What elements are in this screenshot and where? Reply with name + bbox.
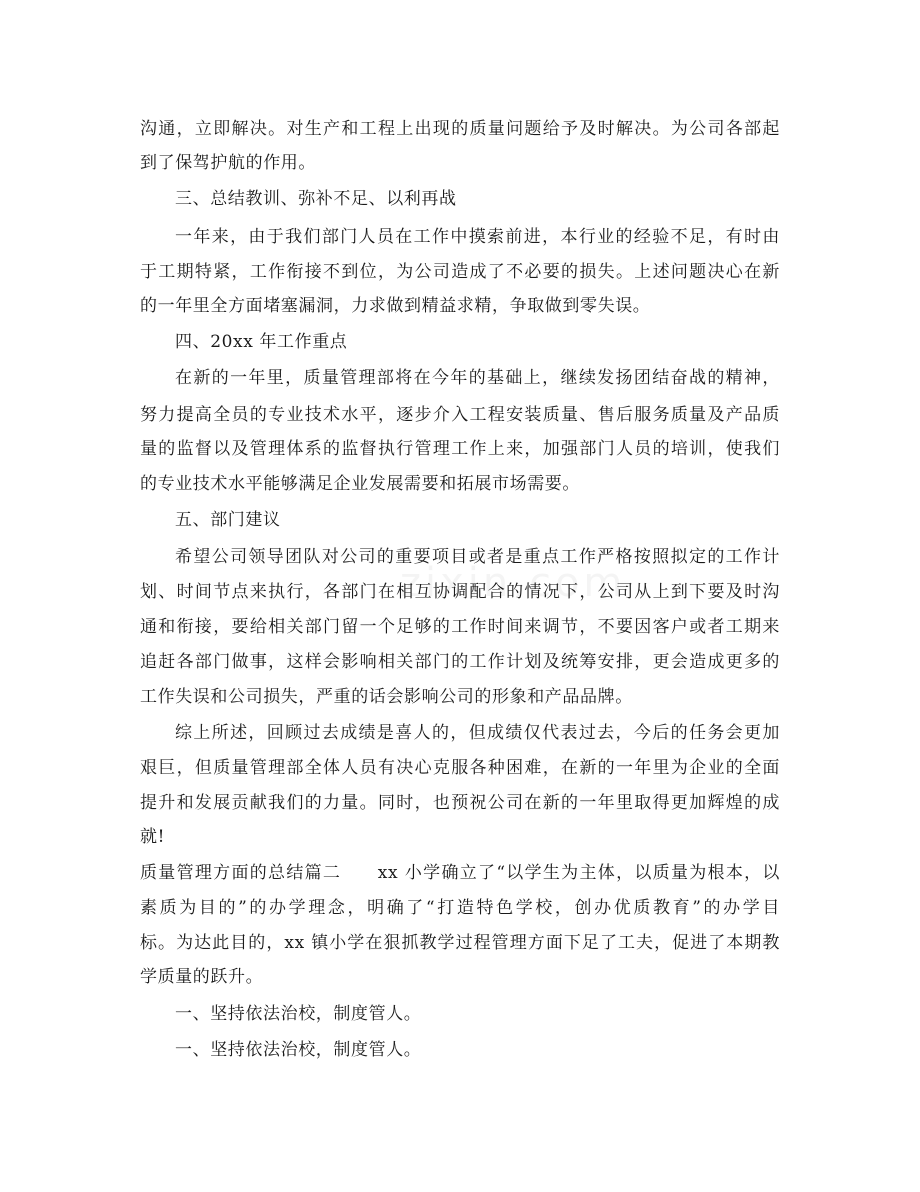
paragraph-line: 沟通，立即解决。对生产和工程上出现的质量问题给予及时解决。为公司各部起: [140, 119, 780, 139]
section-heading: 五、部门建议: [175, 510, 281, 530]
paragraph-line: 艰巨，但质量管理部全体人员有决心克服各种困难，在新的一年里为企业的全面: [140, 758, 780, 778]
paragraph-line: 素质为目的”的办学理念，明确了“打造特色学校，创办优质教育”的办学目: [140, 898, 780, 918]
paragraph-line: 综上所述，回顾过去成绩是喜人的，但成绩仅代表过去，今后的任务会更加: [175, 723, 780, 743]
paragraph-line: 一年来，由于我们部门人员在工作中摸索前进，本行业的经验不足，有时由: [175, 227, 780, 247]
paragraph-line: 的专业技术水平能够满足企业发展需要和拓展市场需要。: [140, 474, 580, 494]
paragraph-line: 希望公司领导团队对公司的重要项目或者是重点工作严格按照拟定的工作计: [175, 547, 780, 567]
paragraph-line: 质量管理方面的总结篇二 xx 小学确立了“以学生为主体，以质量为根本，以: [140, 863, 780, 883]
paragraph-line: 提升和发展贡献我们的力量。同时，也预祝公司在新的一年里取得更加辉煌的成: [140, 793, 780, 813]
paragraph-line: 努力提高全员的专业技术水平，逐步介入工程安装质量、售后服务质量及产品质: [140, 405, 780, 425]
paragraph-line: 于工期特紧，工作衔接不到位，为公司造成了不必要的损失。上述问题决心在新: [140, 262, 780, 282]
paragraph-line: 追赶各部门做事，这样会影响相关部门的工作计划及统筹安排，更会造成更多的: [140, 652, 780, 672]
paragraph-line: 就!: [140, 827, 166, 847]
paragraph-line: 标。为达此目的，xx 镇小学在狠抓教学过程管理方面下足了工夫，促进了本期教: [140, 933, 780, 953]
section-heading: 三、总结教训、弥补不足、以利再战: [175, 189, 457, 209]
section-heading: 一、坚持依法治校，制度管人。: [175, 1004, 422, 1024]
paragraph-line: 通和衔接，要给相关部门留一个足够的工作时间来调节，不要因客户或者工期来: [140, 617, 780, 637]
paragraph-line: 工作失误和公司损失，严重的话会影响公司的形象和产品品牌。: [140, 687, 633, 707]
paragraph-line: 的一年里全方面堵塞漏洞，力求做到精益求精，争取做到零失误。: [140, 296, 651, 316]
paragraph-line: 量的监督以及管理体系的监督执行管理工作上来，加强部门人员的培训，使我们: [140, 439, 780, 459]
paragraph-line: 在新的一年里，质量管理部将在今年的基础上，继续发扬团结奋战的精神，: [175, 368, 780, 388]
paragraph-line: 学质量的跃升。: [140, 967, 264, 987]
section-heading: 一、坚持依法治校，制度管人。: [175, 1040, 422, 1060]
paragraph-line: 到了保驾护航的作用。: [140, 153, 316, 173]
paragraph-line: 划、时间节点来执行，各部门在相互协调配合的情况下，公司从上到下要及时沟: [140, 582, 780, 602]
section-heading: 四、20xx 年工作重点: [175, 332, 348, 352]
